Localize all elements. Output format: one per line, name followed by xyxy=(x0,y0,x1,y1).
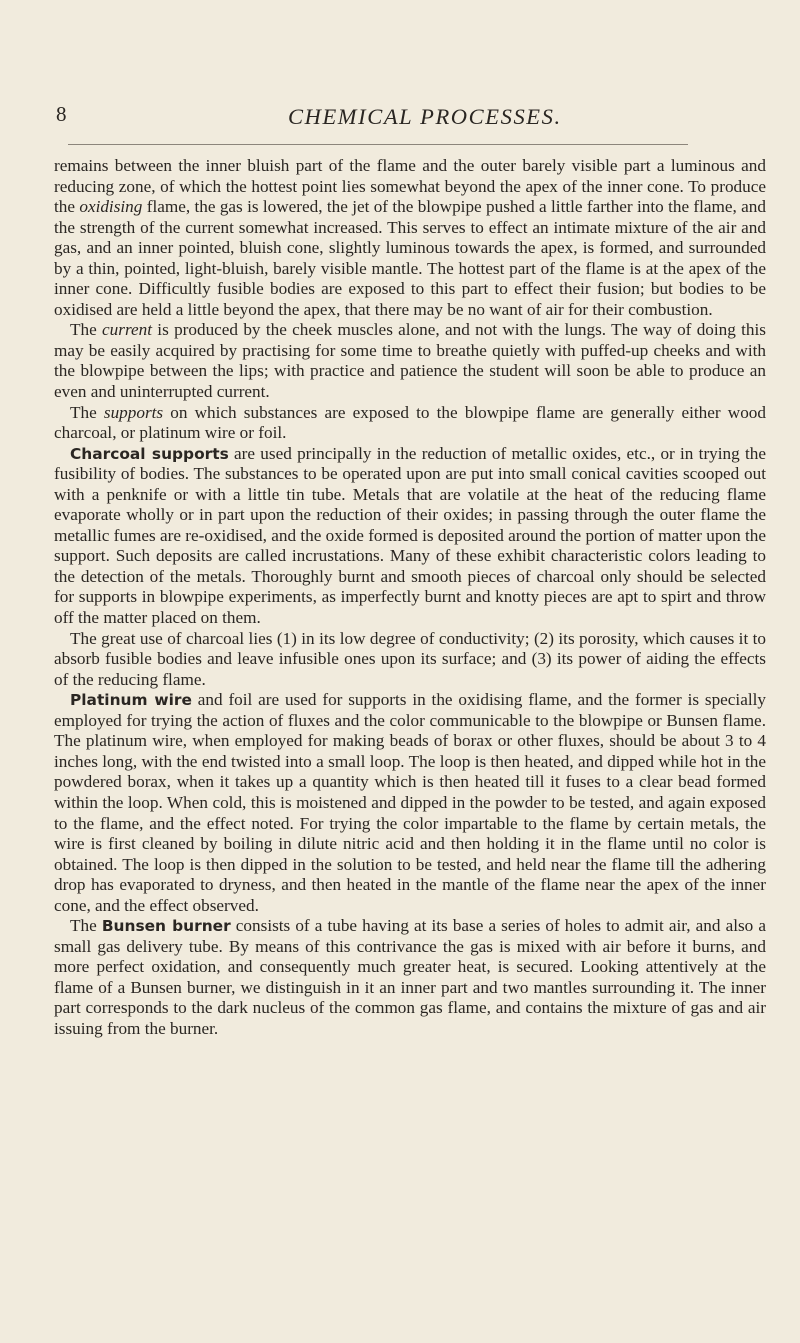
italic-term-oxidising: oxidising xyxy=(79,197,143,217)
italic-term-supports: supports xyxy=(103,402,164,422)
paragraph-charcoal-uses xyxy=(54,629,766,691)
body-text xyxy=(54,156,766,1040)
paragraph-charcoal-supports xyxy=(54,444,766,629)
paragraph-text: The xyxy=(70,402,104,422)
paragraph-text: are used principally in the reduction of metallic oxides, etc., or in trying the fusibility of bodies. The substances to be operated upon are put into small conical cavities scooped out with a penknife or with a little tin tube. Metals that are volatile at the heat of the reducing flame evaporate wholly or in part upon the reduction of their oxides; in passing through the outer flame the metallic fumes are re-oxidised, and the oxide formed is deposited around the portion of matter upon the support. Such deposits are called incrustations. Many of these exhibit characteristic colors leading to the detection of the metals. Thoroughly burnt and smooth pieces of charcoal only should be selected for supports in blowpipe experiments, as imperfectly burnt and knotty pieces are apt to spirt and throw off the matter placed on them. xyxy=(54,443,766,628)
header-rule xyxy=(68,144,688,145)
italic-term-current: current xyxy=(102,320,152,340)
paragraph-text: The xyxy=(70,916,102,936)
heading-bunsen-burner: Bunsen burner xyxy=(101,917,231,936)
paragraph-text: remains between the inner bluish part of the flame and the outer barely visible part a luminous and reducing zone, of which the hottest point lies somewhat beyond the apex of the inner cone. To produce the xyxy=(54,156,766,217)
paragraph-flame-continuation xyxy=(54,156,766,320)
heading-charcoal-supports: Charcoal supports xyxy=(70,444,229,463)
paragraph-text: is produced by the cheek muscles alone, and not with the lungs. The way of doing this may be easily acquired by practising for some time to breathe quietly with puffed-up cheeks and with the blowpipe between the lips; with practice and patience the student will soon be able to produce an even and uninterrupted current. xyxy=(54,320,766,402)
paragraph-text: The great use of charcoal lies (1) in its low degree of conductivity; (2) its porosity, which causes it to absorb fusible bodies and leave infusible ones upon its surface; and (3) its power of aiding the effects of the reducing flame. xyxy=(54,628,766,689)
paragraph-text: and foil are used for supports in the oxidising flame, and the former is specially employed for trying the action of fluxes and the color communicable to the blowpipe or Bunsen flame. The platinum wire, when employed for making beads of borax or other fluxes, should be about 3 to 4 inches long, with the end twisted into a small loop. The loop is then heated, and dipped while hot in the powdered borax, when it takes up a quantity which is then heated till it fuses to a clear bead formed within the loop. When cold, this is moistened and dipped in the powder to be tested, and again exposed to the flame, and the effect noted. For trying the color impartable to the flame by certain metals, the wire is first cleaned by boiling in dilute nitric acid and then holding it in the flame until no color is obtained. The loop is then dipped in the solution to be tested, and held near the flame till the adhering drop has evaporated to dryness, and then heated in the mantle of the flame near the apex of the inner cone, and the effect observed. xyxy=(54,690,766,915)
paragraph-text: flame, the gas is lowered, the jet of the blowpipe pushed a little farther into the flame, and the strength of the current somewhat increased. This serves to effect an intimate mixture of the air and gas, and an inner pointed, bluish cone, slightly luminous towards the apex, is formed, and surrounded by a thin, pointed, light-bluish, barely visible mantle. The hottest part of the flame is at the apex of the inner cone. Difficultly fusible bodies are exposed to this part to effect their fusion; but bodies to be oxidised are held a little beyond the apex, that there may be no want of air for their combustion. xyxy=(54,197,766,319)
paragraph-platinum-wire xyxy=(54,690,766,916)
paragraph-text: consists of a tube having at its base a series of holes to admit air, and also a small gas delivery tube. By means of this contrivance the gas is mixed with air before it burns, and more perfect oxidation, and consequently much greater heat, is secured. Looking attentively at the flame of a Bunsen burner, we distinguish in it an inner part and two mantles surrounding it. The inner part corresponds to the dark nucleus of the common gas flame, and contains the mixture of gas and air issuing from the burner. xyxy=(54,916,766,1038)
paragraph-text: The xyxy=(70,320,103,340)
paragraph-supports xyxy=(54,403,766,444)
paragraph-current xyxy=(54,320,766,402)
running-title: CHEMICAL PROCESSES. xyxy=(288,104,562,129)
paragraph-text: on which substances are exposed to the blowpipe flame are generally either wood charcoal, or platinum wire or foil. xyxy=(54,402,766,443)
page-number: 8 xyxy=(56,102,67,126)
running-head xyxy=(54,100,764,140)
heading-platinum-wire: Platinum wire xyxy=(70,691,192,710)
paragraph-bunsen-burner xyxy=(54,916,766,1039)
